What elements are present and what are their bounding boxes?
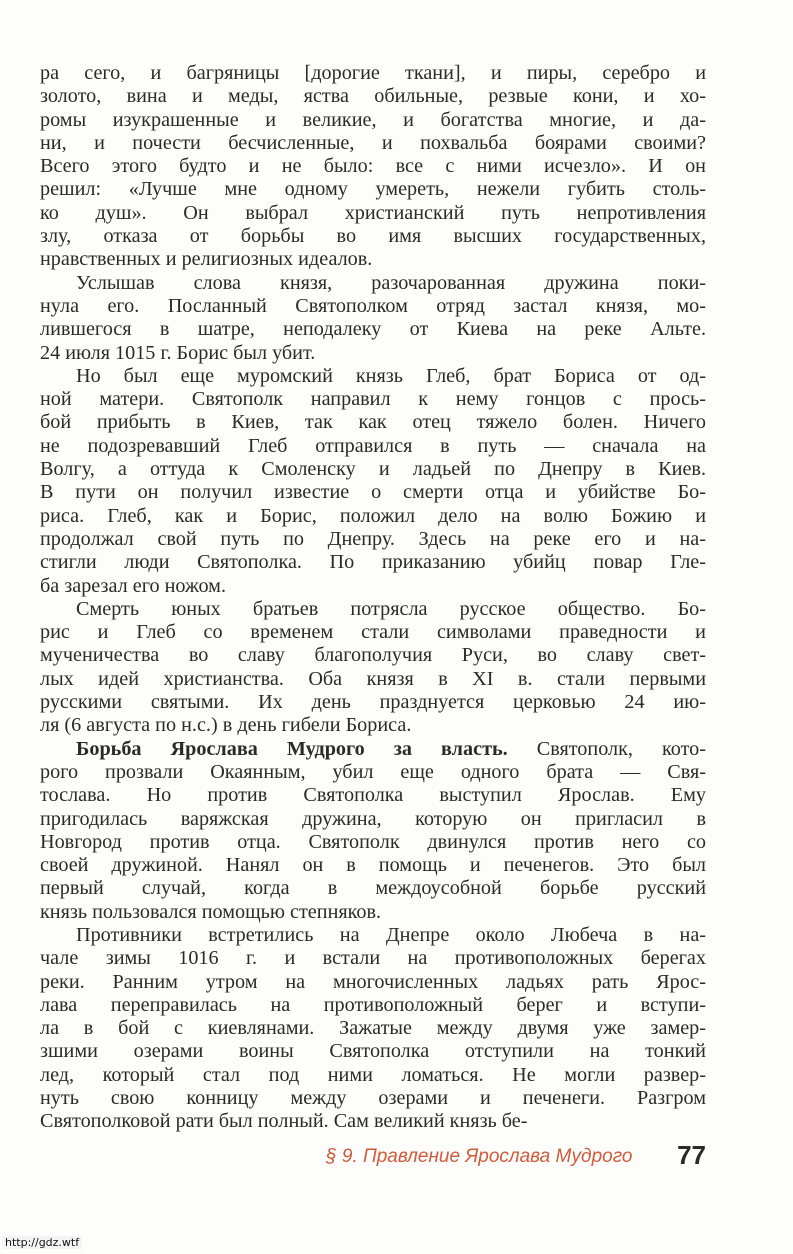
paragraph [40,924,706,1134]
text-line: нуть свою конницу между озерами и печенеги. Разгром [40,1087,706,1110]
text-line: лава переправилась на противоположный берег и вступи- [40,993,706,1016]
paragraph [40,738,706,924]
text-line: реки. Ранним утром на многочисленных ладьях рать Ярос- [40,970,706,993]
text-line: Волгу, а оттуда к Смоленску и ладьей по Днепру в Киев. [40,458,706,481]
text-line: мученичества во славу благополучия Руси, во славу свет- [40,644,706,667]
text-line: ромы изукрашенные и великие, и богатства многие, и да- [40,108,706,131]
text-line: злу, отказа от борьбы во имя высших государственных, [40,225,706,248]
paragraph [40,365,706,598]
page-number: 77 [677,1140,706,1170]
text-line: зшими озерами воины Святополка отступили на тонкий [40,1040,706,1063]
text-line: пригодилась варяжская дружина, которую он пригласил в [40,807,706,830]
text-line [40,738,706,761]
text-line: Но был еще муромский князь Глеб, брат Бориса от од- [76,364,706,387]
text-line: ной матери. Святополк направил к нему гонцов с прось- [40,388,706,411]
text-line: лед, который стал под ними ломаться. Не могли развер- [40,1063,706,1086]
text-line: продолжал свой путь по Днепру. Здесь на реке его и на- [40,527,706,550]
paragraph [40,272,706,365]
text-line: лившегося в шатре, неподалеку от Киева на реке Альте. [40,318,706,341]
text-line: риса. Глеб, как и Борис, положил дело на волю Божию и [40,504,706,527]
text-line: рого прозвали Окаянным, убил еще одного брата — Свя- [40,760,706,783]
text-line: Смерть юных братьев потрясла русское общество. Бо- [76,597,706,620]
text-line: нравственных и религиозных идеалов. [40,248,373,271]
text-line: рис и Глеб со временем стали символами праведности и [40,621,706,644]
text-line: золото, вина и меды, яства обильные, резвые кони, и хо- [40,85,706,108]
text-line: лых идей христианства. Оба князя в XI в. стали первыми [40,667,706,690]
watermark-link[interactable]: http://gdz.wtf [2,1236,82,1249]
text-line: своей дружиной. Нанял он в помощь и печенегов. Это был [40,854,706,877]
text-line-rest: Святополк, кото- [507,737,706,760]
text-line: В пути он получил известие о смерти отца и убийстве Бо- [40,481,706,504]
text-line: князь пользовался помощью степняков. [40,900,382,923]
text-line: стигли люди Святополка. По приказанию убийц повар Гле- [40,551,706,574]
text-line: ля (6 августа по н.с.) в день гибели Бориса. [40,714,412,737]
text-line: ра сего, и багряницы [дорогие ткани], и пиры, серебро и [40,62,706,84]
text-line: бой прибыть в Киев, так как отец тяжело болен. Ничего [40,411,706,434]
text-line: решил: «Лучше мне одному умереть, нежели губить столь- [40,178,706,201]
text-line: Противники встретились на Днепре около Любеча в на- [76,923,706,946]
text-line: чале зимы 1016 г. и встали на противоположных берегах [40,947,706,970]
text-line: нула его. Посланный Святополком отряд застал князя, мо- [40,294,706,317]
body-text [40,62,706,1134]
text-line: ла в бой с киевлянами. Зажатые между двумя уже замер- [40,1017,706,1040]
text-line: русскими святыми. Их день празднуется церковью 24 ию- [40,691,706,714]
text-line: ба зарезал его ножом. [40,574,226,597]
text-line: Всего этого будто и не было: все с ними исчезло». И он [40,155,706,178]
running-title: § 9. Правление Ярослава Мудрого [326,1146,633,1167]
text-line: не подозревавший Глеб отправился в путь — сначала на [40,434,706,457]
text-line: первый случай, когда в междоусобной борьбе русский [40,877,706,900]
paragraph [40,598,706,738]
text-line: ко душ». Он выбрал христианский путь непротивления [40,201,706,224]
paragraph [40,62,706,272]
text-line: ни, и почести бесчисленные, и похвальба боярами своими? [40,131,706,154]
text-line: тослава. Но против Святополка выступил Ярослав. Ему [40,784,706,807]
section-heading: Борьба Ярослава Мудрого за власть. [76,737,508,760]
text-line: Услышав слова князя, разочарованная дружина поки- [76,271,706,294]
text-line: Новгород против отца. Святополк двинулся против него со [40,830,706,853]
text-line: Святополковой рати был полный. Сам великий князь бе- [40,1110,528,1133]
text-line: 24 июля 1015 г. Борис был убит. [40,341,316,364]
page-footer [320,1140,706,1170]
